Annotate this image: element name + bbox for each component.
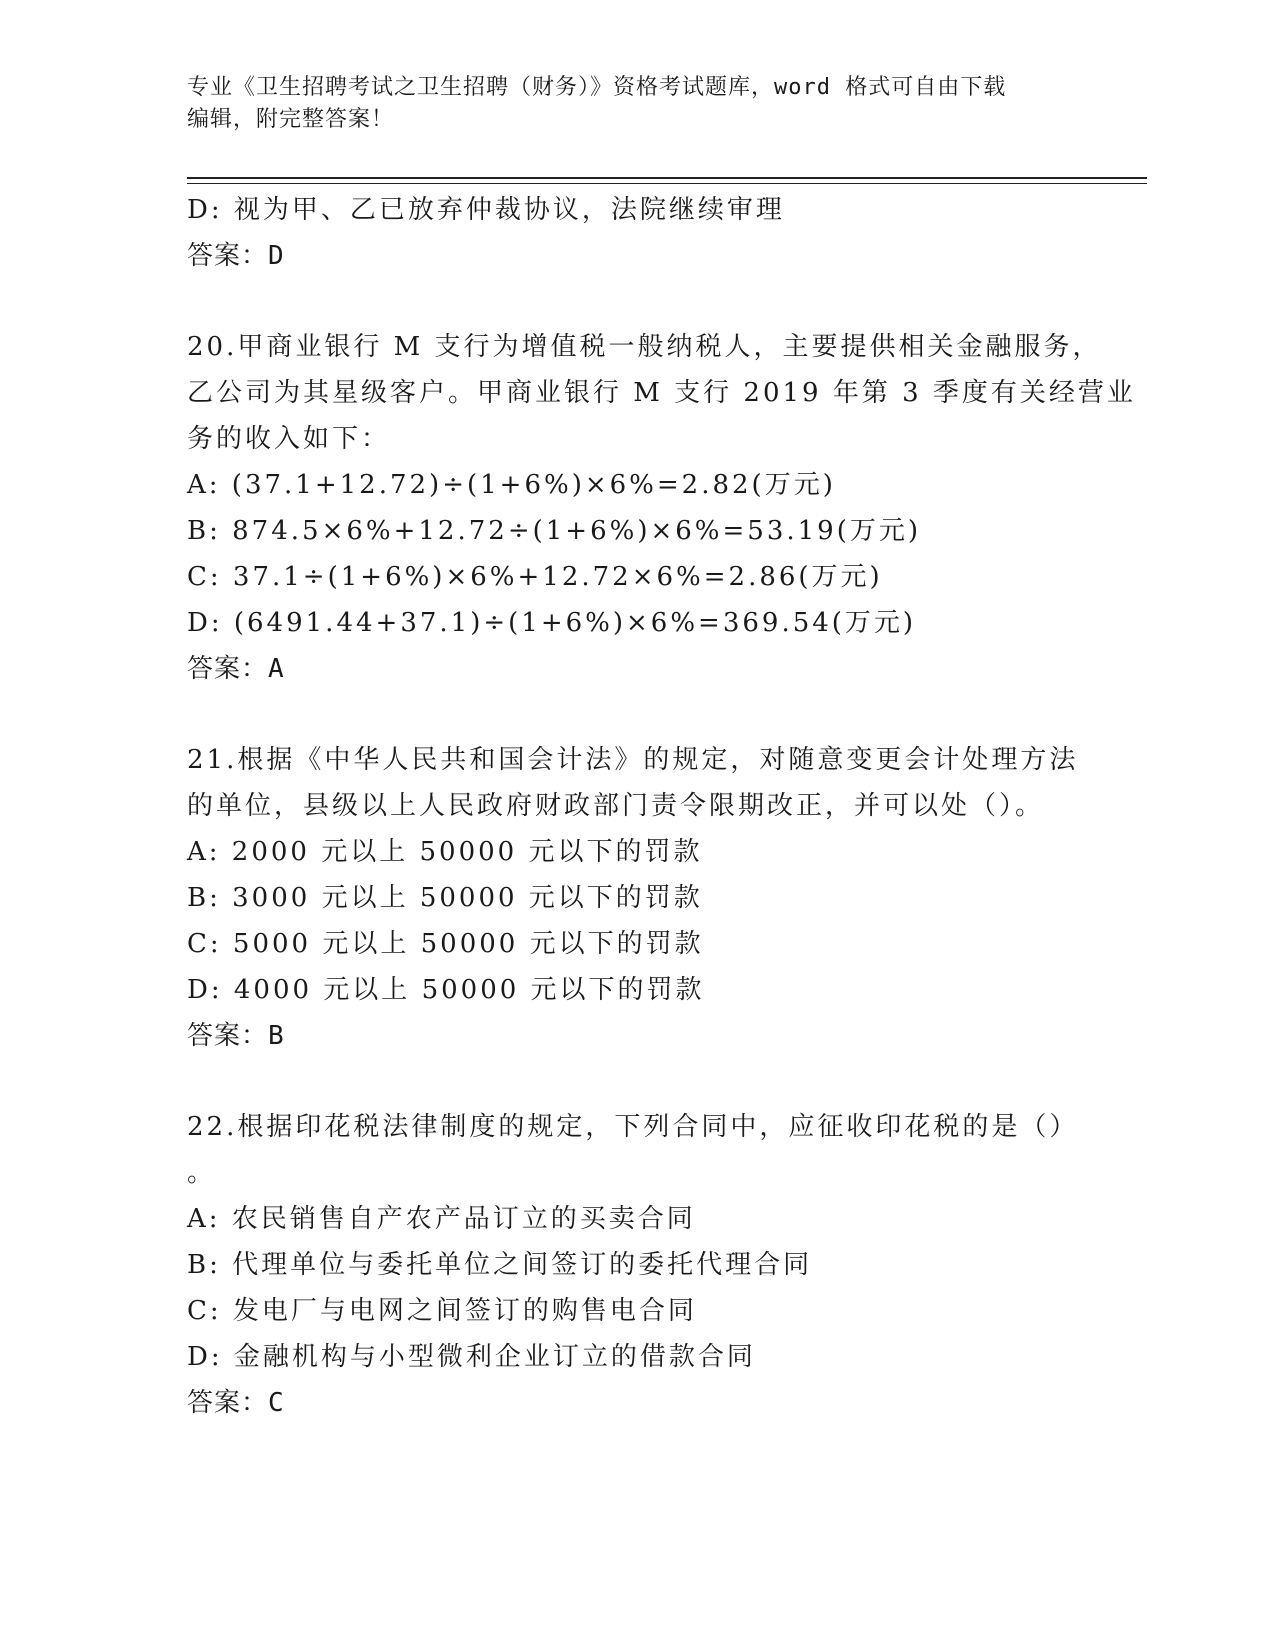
q22-stem-2: 。 xyxy=(187,1158,217,1188)
header-divider-thin xyxy=(187,183,1147,184)
q22-option-b: B: 代理单位与委托单位之间签订的委托代理合同 xyxy=(187,1250,813,1280)
question-content xyxy=(187,187,1136,1426)
q22-stem-1: 22.根据印花税法律制度的规定，下列合同中，应征收印花税的是（） xyxy=(187,1112,1079,1142)
q20-stem-3: 务的收入如下： xyxy=(187,424,391,454)
q20-option-c: C: 37.1÷(1+6%)×6%+12.72×6%=2.86(万元) xyxy=(187,562,883,592)
q21-option-d: D: 4000 元以上 50000 元以下的罚款 xyxy=(187,975,705,1005)
q21-stem-1: 21.根据《中华人民共和国会计法》的规定，对随意变更会计处理方法 xyxy=(187,745,1079,775)
q21-option-c: C: 5000 元以上 50000 元以下的罚款 xyxy=(187,929,704,959)
q22-option-c: C: 发电厂与电网之间签订的购售电合同 xyxy=(187,1296,697,1326)
q20-stem-2: 乙公司为其星级客户。甲商业银行 M 支行 2019 年第 3 季度有关经营业 xyxy=(187,378,1136,408)
header-divider-thick xyxy=(187,177,1147,179)
q20-answer: 答案：A xyxy=(187,654,285,684)
q20-option-b: B: 874.5×6%+12.72÷(1+6%)×6%=53.19(万元) xyxy=(187,516,921,546)
q20-stem-1: 20.甲商业银行 M 支行为增值税一般纳税人，主要提供相关金融服务， xyxy=(187,332,1102,362)
q21-option-a: A: 2000 元以上 50000 元以下的罚款 xyxy=(187,837,703,867)
prev-option-d: D: 视为甲、乙已放弃仲裁协议，法院继续审理 xyxy=(187,195,785,225)
question-21 xyxy=(187,737,1087,1059)
document-header xyxy=(187,72,1087,136)
question-22 xyxy=(187,1104,1087,1426)
q21-stem-2: 的单位，县级以上人民政府财政部门责令限期改正，并可以处（）。 xyxy=(187,791,1045,821)
question-20 xyxy=(187,324,1136,692)
spacer xyxy=(187,279,1087,324)
header-line-2: 编辑，附完整答案！ xyxy=(187,107,395,132)
prev-answer: 答案：D xyxy=(187,241,285,271)
q20-option-d: D: (6491.44+37.1)÷(1+6%)×6%=369.54(万元) xyxy=(187,608,917,638)
q22-answer: 答案：C xyxy=(187,1388,285,1418)
q22-option-a: A: 农民销售自产农产品订立的买卖合同 xyxy=(187,1204,696,1234)
q21-answer: 答案：B xyxy=(187,1021,285,1051)
spacer xyxy=(187,692,1087,737)
spacer xyxy=(187,1059,1087,1104)
q20-option-a: A: (37.1+12.72)÷(1+6%)×6%=2.82(万元) xyxy=(187,470,836,500)
q21-option-b: B: 3000 元以上 50000 元以下的罚款 xyxy=(187,883,703,913)
q22-option-d: D: 金融机构与小型微利企业订立的借款合同 xyxy=(187,1342,756,1372)
header-line-1: 专业《卫生招聘考试之卫生招聘（财务）》资格考试题库，word 格式可自由下载 xyxy=(187,75,1007,100)
